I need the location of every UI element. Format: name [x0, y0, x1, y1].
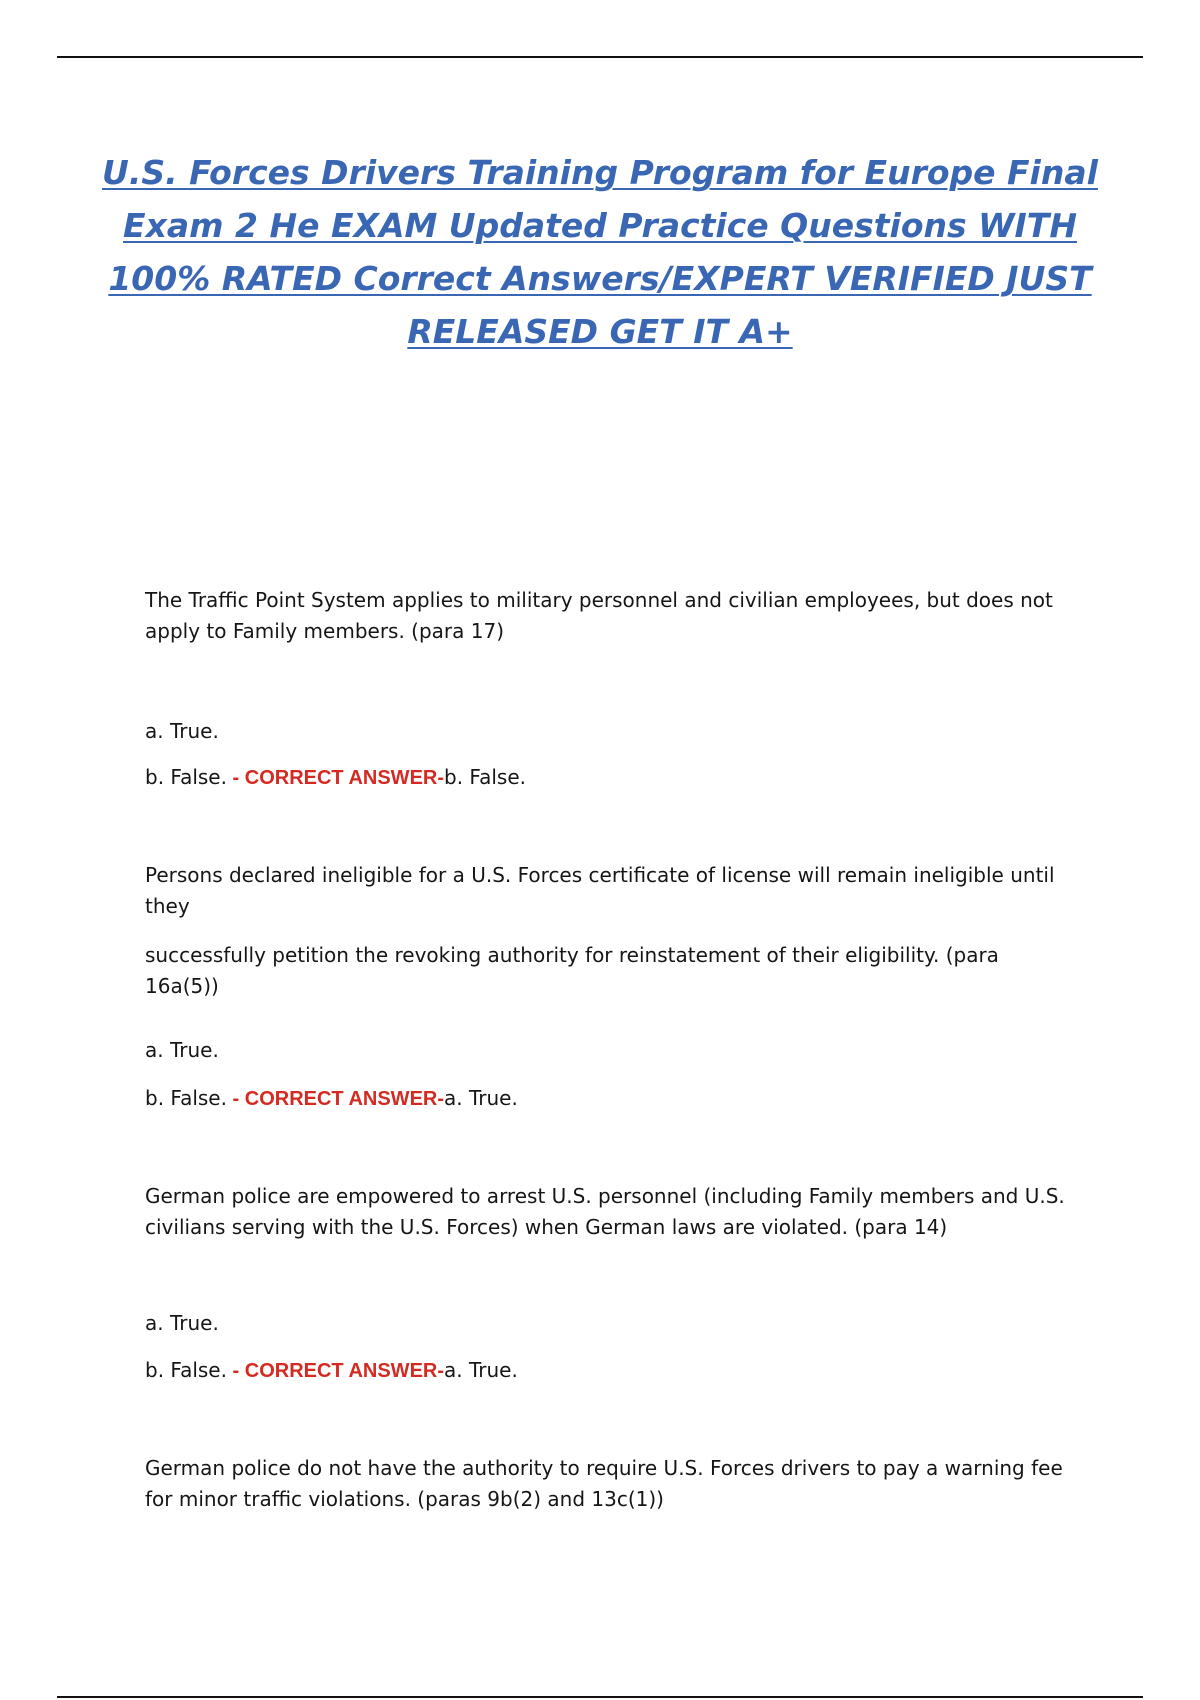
question-1-correct-answer-marker: - CORRECT ANSWER-	[226, 767, 445, 789]
top-rule	[57, 56, 1143, 58]
question-2-correct-answer-marker: - CORRECT ANSWER-	[226, 1088, 445, 1110]
question-1-text: The Traffic Point System applies to military personnel and civilian employees, but does not apply to Family members. (para 17)	[145, 588, 1053, 643]
question-2-option-a: a. True.	[145, 1038, 219, 1062]
question-2-answer: a. True.	[444, 1086, 518, 1110]
question-2-option-b: b. False.	[145, 1086, 227, 1110]
question-4-text: German police do not have the authority to require U.S. Forces drivers to pay a warning fee for minor traffic violations. (paras 9b(2) and 13c(1))	[145, 1456, 1063, 1511]
question-1-option-b: b. False.	[145, 765, 227, 789]
question-1-option-a: a. True.	[145, 719, 219, 743]
question-1-answer: b. False.	[444, 765, 526, 789]
question-2-text-line-2: successfully petition the revoking authority for reinstatement of their eligibility. (para 16a(5))	[145, 943, 999, 998]
question-3-text: German police are empowered to arrest U.S. personnel (including Family members and U.S. civilians serving with the U.S. Forces) when German laws are violated. (para 14)	[145, 1184, 1065, 1239]
question-1-option-b-line	[145, 762, 1075, 794]
question-3-option-b: b. False.	[145, 1358, 227, 1382]
document-title	[100, 146, 1100, 358]
question-3-correct-answer-marker: - CORRECT ANSWER-	[226, 1360, 445, 1382]
question-3-option-a: a. True.	[145, 1311, 219, 1335]
question-3-option-b-line	[145, 1355, 1075, 1387]
question-2-option-b-line	[145, 1083, 1075, 1115]
bottom-rule	[57, 1696, 1143, 1698]
question-3-answer: a. True.	[444, 1358, 518, 1382]
question-2-text-line-1: Persons declared ineligible for a U.S. Forces certificate of license will remain ineligible until they	[145, 863, 1055, 918]
document-title-text: U.S. Forces Drivers Training Program for Europe Final Exam 2 He EXAM Updated Practice Questions WITH 100% RATED Correct Answers/EXPERT VERIFIED JUST RELEASED GET IT A+	[102, 153, 1098, 351]
